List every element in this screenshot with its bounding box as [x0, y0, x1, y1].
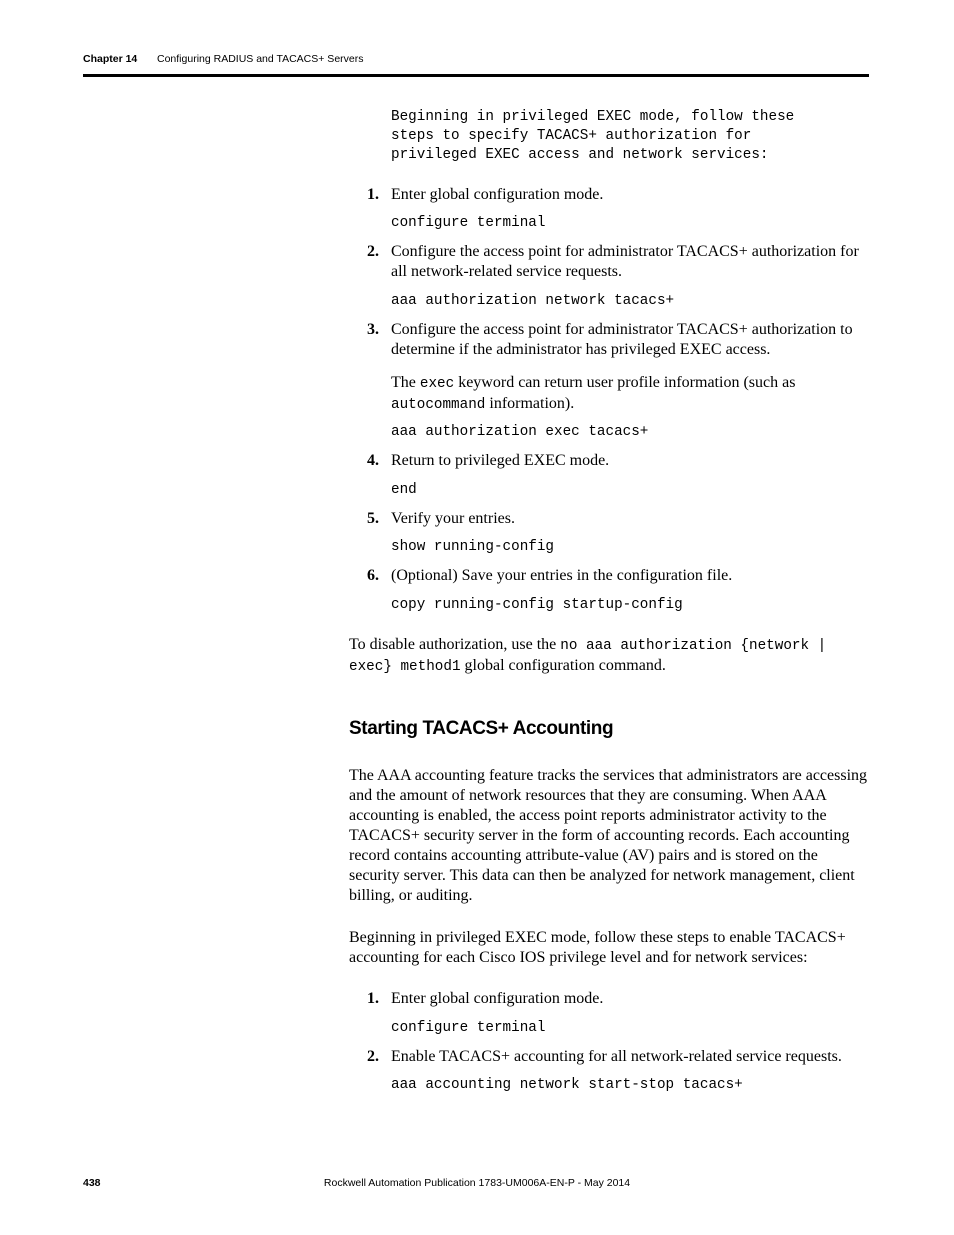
step-number: 2.: [367, 1048, 379, 1065]
step-note: [391, 373, 869, 415]
step-number: 6.: [367, 567, 379, 584]
code-line: Beginning in privileged EXEC mode, follow these: [391, 109, 795, 125]
step-text: Configure the access point for administrator TACACS+ authorization to determine if the administrator has privileged EXEC access.: [391, 321, 853, 358]
publication-footer: Rockwell Automation Publication 1783-UM006A-EN-P - May 2014: [323, 1177, 631, 1189]
note-text: keyword can return user profile information (such as: [454, 374, 796, 391]
header-rule: [83, 74, 869, 77]
disable-paragraph: [349, 635, 869, 677]
step-code: aaa authorization network tacacs+: [391, 293, 675, 309]
page-header: [83, 53, 869, 75]
note-text: information).: [485, 395, 575, 412]
inline-code: no aaa authorization {network |: [560, 638, 827, 654]
step-number: 3.: [367, 321, 379, 338]
inline-code: autocommand: [391, 397, 486, 413]
intro-code-block: [391, 108, 869, 165]
step-number: 1.: [367, 990, 379, 1007]
section-heading: Starting TACACS+ Accounting: [349, 718, 614, 739]
step-number: 1.: [367, 186, 379, 203]
inline-code: exec} method1: [349, 659, 461, 675]
chapter-number: Chapter 14: [83, 53, 138, 65]
body-paragraph: Beginning in privileged EXEC mode, follow these steps to enable TACACS+ accounting for each Cisco IOS privilege level and for network services:: [349, 929, 846, 966]
step-code: aaa authorization exec tacacs+: [391, 424, 649, 440]
step-number: 4.: [367, 452, 379, 469]
step-code: copy running-config startup-config: [391, 597, 683, 613]
step-number: 2.: [367, 243, 379, 260]
step-text: (Optional) Save your entries in the configuration file.: [391, 567, 733, 584]
code-line: steps to specify TACACS+ authorization for: [391, 128, 752, 144]
step-text: Enter global configuration mode.: [391, 186, 604, 203]
step-code: configure terminal: [391, 215, 546, 231]
step-text: Configure the access point for administrator TACACS+ authorization for all network-related service requests.: [391, 243, 859, 280]
step-code: end: [391, 482, 417, 498]
note-text: The: [391, 374, 420, 391]
step-code: show running-config: [391, 539, 555, 555]
step-text: Verify your entries.: [391, 510, 515, 527]
step-code: aaa accounting network start-stop tacacs+: [391, 1077, 743, 1093]
step-code: configure terminal: [391, 1020, 546, 1036]
step-text: Enter global configuration mode.: [391, 990, 604, 1007]
inline-code: exec: [419, 376, 455, 392]
body-paragraph: The AAA accounting feature tracks the services that administrators are accessing and the amount of network resources that they are consuming. When AAA accounting is enabled, the access point reports administrator activity to the TACACS+ security server in the form of accounting records. Each accounting record contains accounting attribute-value (AV) pairs and is stored on the security server. This data can then be analyzed for network management, client billing, or auditing.: [349, 767, 868, 904]
chapter-title: Configuring RADIUS and TACACS+ Servers: [157, 53, 364, 65]
para-text: global configuration command.: [460, 657, 666, 674]
step-text: Enable TACACS+ accounting for all network-related service requests.: [391, 1048, 842, 1065]
page-number: 438: [83, 1177, 101, 1189]
step-text: Return to privileged EXEC mode.: [391, 452, 610, 469]
step-number: 5.: [367, 510, 379, 527]
code-line: privileged EXEC access and network services:: [391, 147, 769, 163]
para-text: To disable authorization, use the: [349, 636, 561, 653]
